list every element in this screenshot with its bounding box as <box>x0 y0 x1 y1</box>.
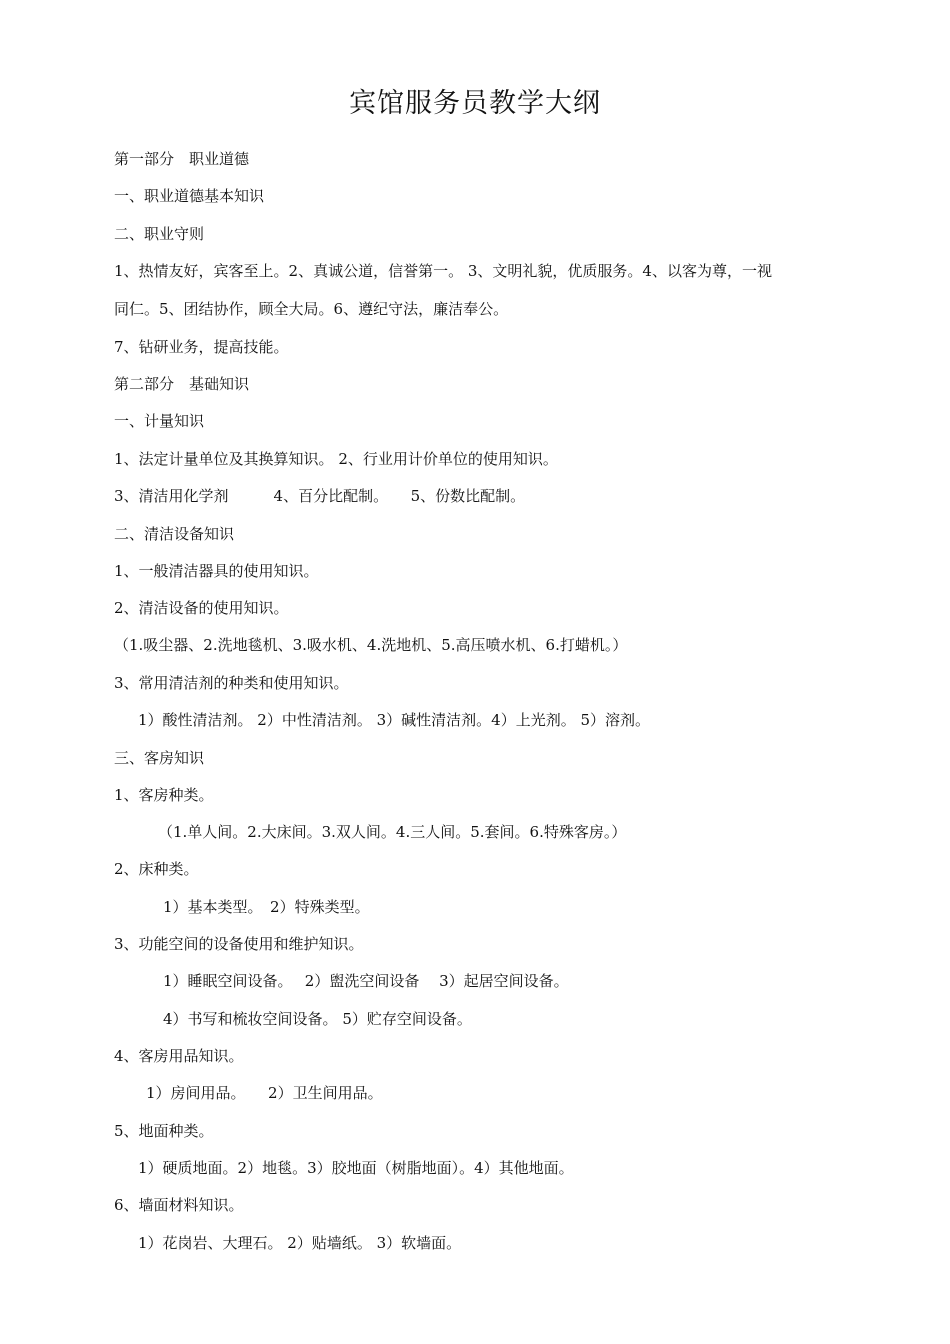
list-item: （1.单人间。2.大床间。3.双人间。4.三人间。5.套间。6.特殊客房。） <box>158 823 627 841</box>
list-item: 1）房间用品。 2）卫生间用品。 <box>146 1084 383 1102</box>
paragraph-line: 3、清洁用化学剂 4、百分比配制。 5、份数比配制。 <box>114 487 526 505</box>
list-item: 1）硬质地面。2）地毯。3）胶地面（树脂地面）。4）其他地面。 <box>138 1159 574 1177</box>
list-item: 4）书写和梳妆空间设备。 5）贮存空间设备。 <box>163 1010 472 1028</box>
paragraph-line: 1、一般清洁器具的使用知识。 <box>114 562 319 580</box>
paragraph-line: 6、墙面材料知识。 <box>114 1196 244 1214</box>
document-title: 宾馆服务员教学大纲 <box>349 88 601 119</box>
list-item: 1）花岗岩、大理石。 2）贴墙纸。 3）软墙面。 <box>138 1234 462 1252</box>
subsection-heading: 二、清洁设备知识 <box>114 525 235 543</box>
paragraph-line: 3、功能空间的设备使用和维护知识。 <box>114 935 364 953</box>
paragraph-line: 3、常用清洁剂的种类和使用知识。 <box>114 674 349 692</box>
paragraph-line: 2、清洁设备的使用知识。 <box>114 599 289 617</box>
paragraph-line: 1、客房种类。 <box>114 786 214 804</box>
list-item: 1）睡眠空间设备。 2）盥洗空间设备 3）起居空间设备。 <box>163 972 569 990</box>
list-item: 1）基本类型。 2）特殊类型。 <box>163 898 370 916</box>
paragraph-line: 同仁。5、团结协作，顾全大局。6、遵纪守法，廉洁奉公。 <box>114 300 509 318</box>
paragraph-line: 2、床种类。 <box>114 860 199 878</box>
section-heading: 第一部分 职业道德 <box>114 150 250 168</box>
list-item: 1）酸性清洁剂。 2）中性清洁剂。 3）碱性清洁剂。4）上光剂。 5）溶剂。 <box>138 711 651 729</box>
section-heading: 第二部分 基础知识 <box>114 375 250 393</box>
subsection-heading: 三、客房知识 <box>114 749 205 767</box>
subsection-heading: 一、职业道德基本知识 <box>114 187 265 205</box>
paragraph-line: 4、客房用品知识。 <box>114 1047 244 1065</box>
subsection-heading: 一、计量知识 <box>114 412 205 430</box>
paragraph-line: 5、地面种类。 <box>114 1122 214 1140</box>
paragraph-line: 1、热情友好，宾客至上。2、真诚公道，信誉第一。 3、文明礼貌，优质服务。4、以客为尊，一视 <box>114 262 772 280</box>
paragraph-line: （1.吸尘器、2.洗地毯机、3.吸水机、4.洗地机、5.高压喷水机、6.打蜡机。） <box>114 636 628 654</box>
subsection-heading: 二、职业守则 <box>114 225 205 243</box>
paragraph-line: 1、法定计量单位及其换算知识。 2、行业用计价单位的使用知识。 <box>114 450 558 468</box>
paragraph-line: 7、钻研业务，提高技能。 <box>114 338 289 356</box>
